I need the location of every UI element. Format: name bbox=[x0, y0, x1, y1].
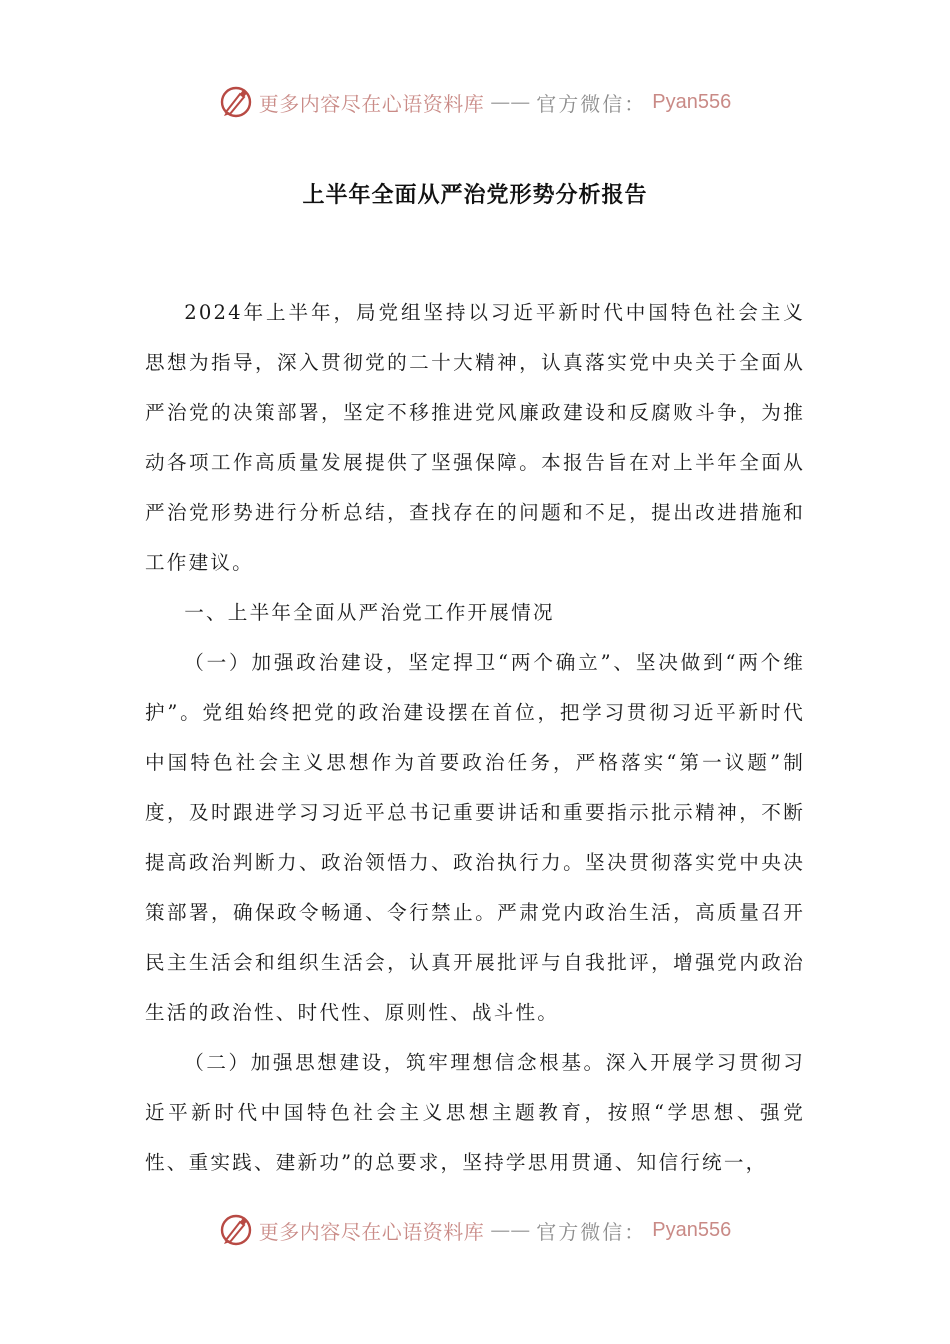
intro-paragraph: 2024年上半年，局党组坚持以习近平新时代中国特色社会主义思想为指导，深入贯彻党的二十大精神，认真落实党中央关于全面从严治党的决策部署，坚定不移推进党风廉政建设和反腐败斗争，为推动各项工作高质量发展提供了坚强保障。本报告旨在对上半年全面从严治党形势进行分析总结，查找存在的问题和不足，提出改进措施和工作建议。 bbox=[145, 301, 805, 574]
watermark-wechat-label: 官方微信： bbox=[536, 91, 647, 116]
pen-logo-icon bbox=[219, 1213, 253, 1247]
watermark-brand-text: 更多内容尽在心语资料库 bbox=[258, 1219, 485, 1244]
footer-watermark-banner bbox=[0, 1210, 950, 1250]
pen-logo-icon bbox=[219, 85, 253, 119]
subsection-paragraph-2: （二）加强思想建设，筑牢理想信念根基。深入开展学习贯彻习近平新时代中国特色社会主义思想主题教育，按照“学思想、强党性、重实践、建新功”的总要求，坚持学思用贯通、知信行统一， bbox=[145, 1051, 805, 1174]
watermark-dash: —— bbox=[490, 1218, 531, 1242]
section-heading-1: 一、上半年全面从严治党工作开展情况 bbox=[184, 601, 555, 624]
document-title: 上半年全面从严治党形势分析报告 bbox=[302, 183, 648, 208]
watermark-account-id: Pyan556 bbox=[652, 1218, 732, 1241]
header-watermark-banner bbox=[0, 82, 950, 122]
watermark-account-id: Pyan556 bbox=[652, 90, 732, 113]
subsection-paragraph-1: （一）加强政治建设，坚定捍卫“两个确立”、坚决做到“两个维护”。党组始终把党的政治建设摆在首位，把学习贯彻习近平新时代中国特色社会主义思想作为首要政治任务，严格落实“第一议题”制度，及时跟进学习习近平总书记重要讲话和重要指示批示精神，不断提高政治判断力、政治领悟力、政治执行力。坚决贯彻落实党中央决策部署，确保政令畅通、令行禁止。严肃党内政治生活，高质量召开民主生活会和组织生活会，认真开展批评与自我批评，增强党内政治生活的政治性、时代性、原则性、战斗性。 bbox=[145, 651, 805, 1024]
watermark-dash: —— bbox=[490, 90, 531, 114]
watermark-brand-text: 更多内容尽在心语资料库 bbox=[258, 91, 485, 116]
document-body bbox=[145, 288, 805, 1188]
watermark-wechat-label: 官方微信： bbox=[536, 1219, 647, 1244]
